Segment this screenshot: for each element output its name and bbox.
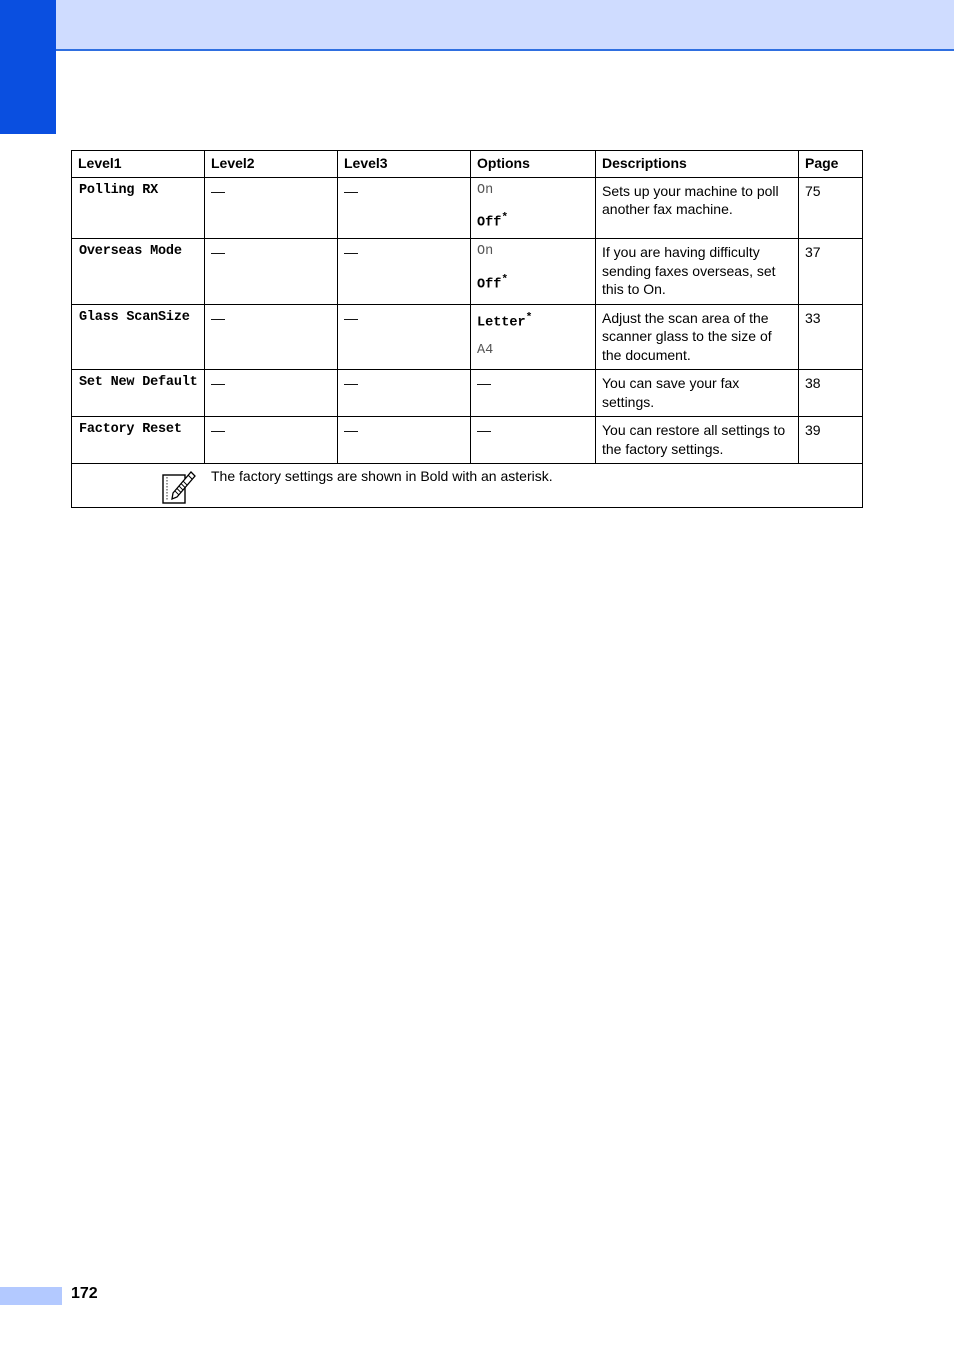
level1-cell: Polling RX xyxy=(72,177,205,239)
level1-cell: Glass ScanSize xyxy=(72,304,205,370)
header-band xyxy=(0,0,954,51)
table-row xyxy=(72,177,863,239)
options-cell: — xyxy=(471,417,596,464)
level2-cell: — xyxy=(205,417,338,464)
level1-cell: Overseas Mode xyxy=(72,239,205,305)
table-row xyxy=(72,370,863,417)
page-number: 172 xyxy=(71,1285,98,1302)
options-cell xyxy=(471,304,596,370)
option-value: A4 xyxy=(477,342,494,358)
description-cell: If you are having difficulty sending faxes overseas, set this to On. xyxy=(596,239,799,305)
description-cell: You can save your fax settings. xyxy=(596,370,799,417)
level2-cell: — xyxy=(205,177,338,239)
level2-cell: — xyxy=(205,304,338,370)
options-cell xyxy=(471,239,596,305)
option-value: On xyxy=(477,182,494,198)
level1-cell: Factory Reset xyxy=(72,417,205,464)
description-cell: Sets up your machine to poll another fax machine. xyxy=(596,177,799,239)
note-text: The factory settings are shown in Bold with an asterisk. xyxy=(211,468,553,484)
level3-cell: — xyxy=(338,370,471,417)
option-value-default: Letter* xyxy=(477,311,533,330)
table-row xyxy=(72,417,863,464)
table-row xyxy=(72,304,863,370)
note-pencil-icon xyxy=(161,469,197,505)
page-cell: 75 xyxy=(799,177,863,239)
page-cell: 33 xyxy=(799,304,863,370)
level3-cell: — xyxy=(338,417,471,464)
column-header-level1: Level1 xyxy=(72,151,205,178)
table-header-row xyxy=(72,151,863,178)
default-mark: * xyxy=(525,311,533,324)
column-header-level3: Level3 xyxy=(338,151,471,178)
level3-cell: — xyxy=(338,239,471,305)
settings-table xyxy=(71,150,863,508)
chapter-tab xyxy=(0,0,56,134)
description-cell: Adjust the scan area of the scanner glass to the size of the document. xyxy=(596,304,799,370)
option-value: On xyxy=(477,244,494,259)
default-mark: * xyxy=(501,212,509,224)
table-row xyxy=(72,239,863,305)
page-cell: 38 xyxy=(799,370,863,417)
page-cell: 39 xyxy=(799,417,863,464)
note-row xyxy=(72,464,863,508)
column-header-options: Options xyxy=(471,151,596,178)
level3-cell: — xyxy=(338,177,471,239)
level2-cell: — xyxy=(205,370,338,417)
option-value-default: Off* xyxy=(477,273,509,292)
column-header-level2: Level2 xyxy=(205,151,338,178)
options-cell xyxy=(471,177,596,239)
level3-cell: — xyxy=(338,304,471,370)
page-tab xyxy=(0,1287,62,1305)
page-cell: 37 xyxy=(799,239,863,305)
note-cell xyxy=(72,464,863,508)
option-value-default: Off* xyxy=(477,212,509,231)
default-mark: * xyxy=(501,273,509,286)
column-header-descriptions: Descriptions xyxy=(596,151,799,178)
level2-cell: — xyxy=(205,239,338,305)
description-cell: You can restore all settings to the factory settings. xyxy=(596,417,799,464)
column-header-page: Page xyxy=(799,151,863,178)
level1-cell: Set New Default xyxy=(72,370,205,417)
options-cell: — xyxy=(471,370,596,417)
